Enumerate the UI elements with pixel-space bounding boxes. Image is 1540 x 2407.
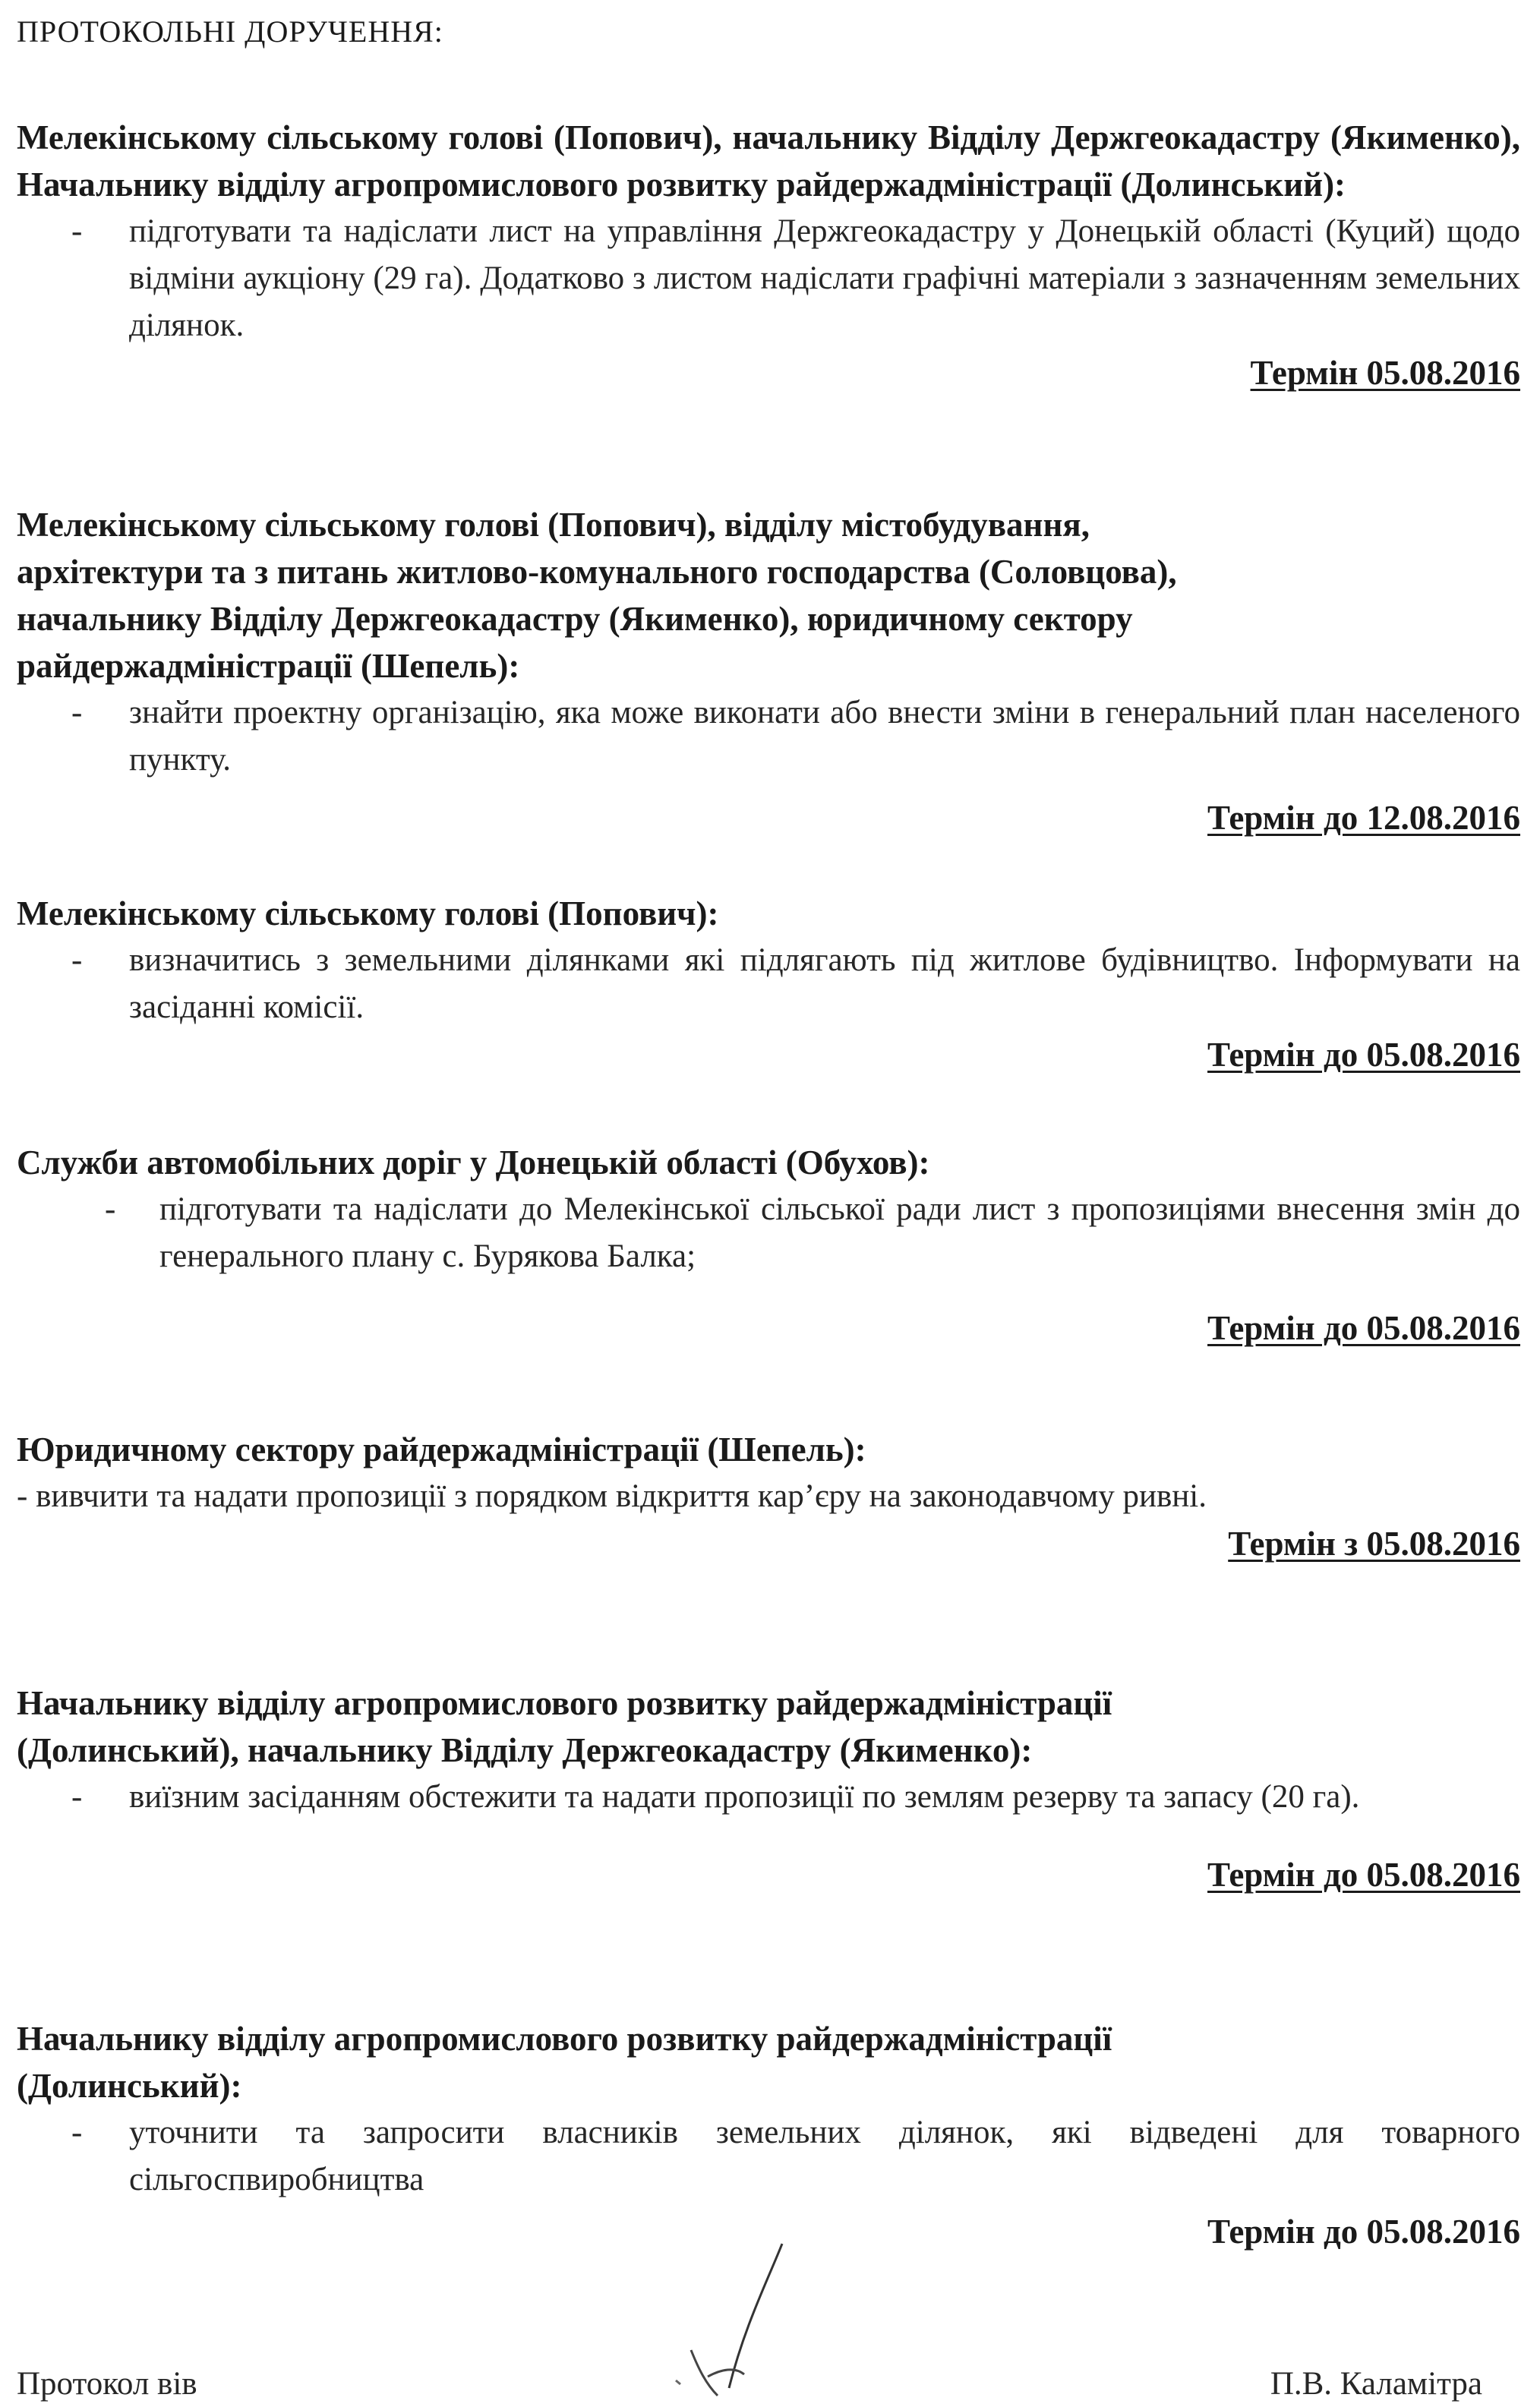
addressee-line: архітектури та з питань житлово-комунального господарства (Соловцова),: [17, 553, 1177, 591]
assignment-addressee: Юридичному сектору райдержадміністрації (Шепель):: [17, 1431, 866, 1468]
list-dash: -: [71, 1779, 83, 1815]
assignment-section-5: [17, 1426, 1520, 1567]
assignment-section-2: [17, 501, 1520, 841]
deadline-text: Термін до 12.08.2016: [1207, 799, 1520, 837]
assignment-deadline: [17, 349, 1520, 396]
deadline-text: Термін до 05.08.2016: [1207, 1036, 1520, 1074]
assignment-task-text: уточнити та запросити власників земельних ділянок, які відведені для товарного сільгоспвиробництва: [129, 2115, 1520, 2197]
list-dash: -: [71, 942, 83, 978]
assignment-addressee: [17, 1680, 1520, 1774]
list-dash: -: [71, 213, 83, 249]
signature-mark: [645, 2236, 797, 2401]
assignment-task: [17, 208, 1520, 349]
addressee-line: Начальнику відділу агропромислового розвитку райдержадміністрації: [17, 1684, 1112, 1722]
deadline-text: Термін з 05.08.2016: [1228, 1525, 1520, 1563]
assignment-addressee: Мелекінському сільському голові (Попович), начальнику Відділу Держгеокадастру (Якименко), Начальнику відділу агропромислового розвитку райдержадміністрації (Долинський):: [17, 118, 1520, 203]
document-page: [17, 9, 1528, 55]
assignment-task: [17, 2109, 1520, 2204]
assignment-section-3: [17, 890, 1520, 1078]
list-dash: -: [71, 2115, 83, 2150]
deadline-text: Термін до 05.08.2016: [1207, 1309, 1520, 1347]
assignment-task-text: підготувати та надіслати до Мелекінської сільської ради лист з пропозиціями внесення змін до генерального плану с. Бурякова Балка;: [159, 1191, 1520, 1274]
assignment-deadline: [17, 1851, 1520, 1898]
assignment-section-7: [17, 2015, 1520, 2255]
assignment-section-4: [17, 1139, 1520, 1352]
assignment-task: - вивчити та надати пропозиції з порядком відкриття кар’єру на законодавчому ривні.: [17, 1478, 1207, 1514]
assignment-task-text: підготувати та надіслати лист на управління Держгеокадастру у Донецькій області (Куций) щодо відміни аукціону (29 га). Додатково з листом надіслати графічні матеріали з зазначенням земельних ділянок.: [129, 213, 1520, 343]
addressee-line: райдержадміністрації (Шепель):: [17, 647, 520, 685]
list-dash: -: [105, 1191, 116, 1227]
addressee-line: Начальнику відділу агропромислового розвитку райдержадміністрації: [17, 2020, 1112, 2058]
assignment-deadline: [17, 794, 1520, 841]
assignment-task: [17, 689, 1520, 784]
assignment-task: [17, 937, 1520, 1031]
addressee-line: Мелекінському сільському голові (Попович), відділу містобудування,: [17, 506, 1090, 544]
assignment-task: [17, 1186, 1520, 1280]
assignment-section-1: [17, 114, 1520, 396]
addressee-line: начальнику Відділу Держгеокадастру (Якименко), юридичному сектору: [17, 600, 1133, 638]
assignment-task-text: знайти проектну організацію, яка може виконати або внести зміни в генеральний план населеного пункту.: [129, 695, 1520, 778]
assignment-addressee: Мелекінському сільському голові (Попович):: [17, 894, 719, 932]
deadline-text: Термін до 05.08.2016: [1207, 1856, 1520, 1894]
assignment-task-text: визначитись з земельними ділянками які підлягають під житлове будівництво. Інформувати на засіданні комісії.: [129, 942, 1520, 1025]
footer-recorded-by: Протокол вів: [17, 2366, 197, 2402]
assignment-task-text: виїзним засіданням обстежити та надати пропозиції по землям резерву та запасу (20 га).: [129, 1779, 1360, 1815]
assignment-addressee: [17, 2015, 1520, 2109]
addressee-line: (Долинський), начальнику Відділу Держгеокадастру (Якименко):: [17, 1731, 1033, 1769]
addressee-line: (Долинський):: [17, 2067, 242, 2105]
assignment-section-6: [17, 1680, 1520, 1898]
assignment-addressee: Служби автомобільних доріг у Донецькій області (Обухов):: [17, 1144, 930, 1181]
assignment-addressee: [17, 501, 1520, 689]
assignment-deadline: [17, 1031, 1520, 1078]
assignment-deadline: [17, 1520, 1520, 1567]
deadline-text: Термін до 05.08.2016: [1207, 2213, 1520, 2251]
deadline-text: Термін 05.08.2016: [1250, 354, 1520, 392]
footer-signatory: П.В. Каламітра: [1270, 2366, 1482, 2402]
assignment-task: [17, 1774, 1520, 1821]
assignment-deadline: [17, 1304, 1520, 1352]
list-dash: -: [71, 695, 83, 730]
document-title: ПРОТОКОЛЬНІ ДОРУЧЕННЯ:: [17, 14, 443, 49]
